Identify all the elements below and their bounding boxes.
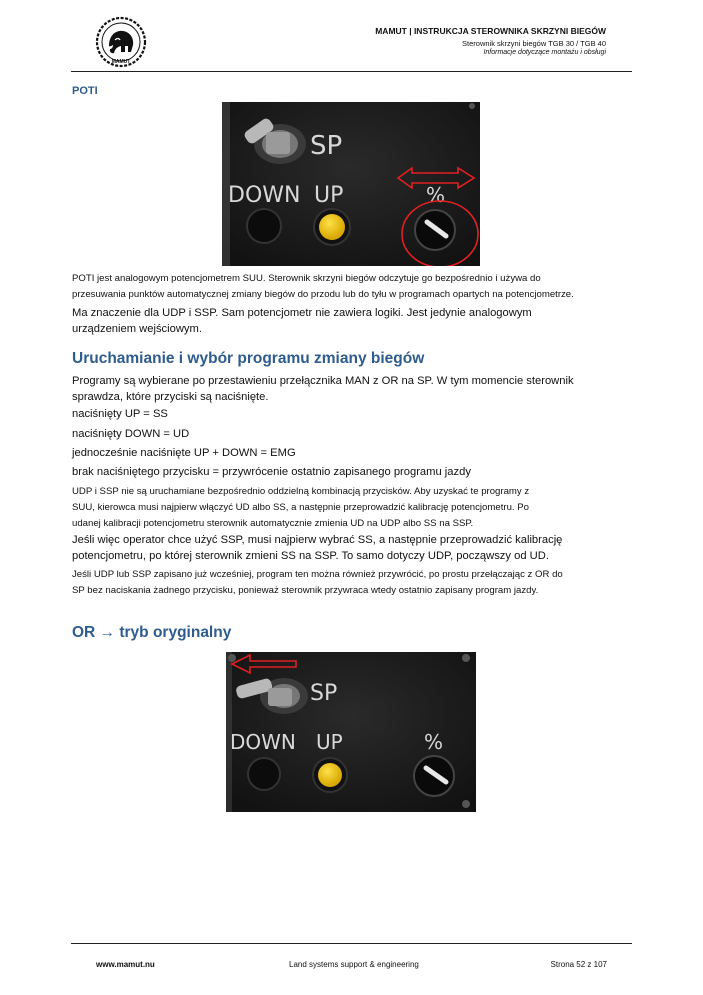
paragraph-line: Ma znaczenie dla UDP i SSP. Sam potencjometr nie zawiera logiki. Jest jedynie analogowym [72,307,532,319]
page-content [72,80,634,97]
page-footer [71,943,632,973]
poti-caption [72,271,637,303]
down-label: DOWN [230,730,296,754]
button-rule-down: naciśnięty DOWN = UD [72,428,190,440]
footer-tagline: Land systems support & engineering [289,960,419,969]
paragraph-line: Programy są wybierane po przestawieniu przełącznika MAN z OR na SP. W tym momencie sterownik [72,375,574,387]
sp-label: SP [310,131,343,161]
button-rule-none: brak naciśniętego przycisku = przywrócenie ostatnio zapisanego programu jazdy [72,466,471,478]
paragraph-line: udanej kalibracji potencjometru sterownik automatycznie zmienia UD na UDP albo SS na SSP. [72,518,474,529]
paragraph-line: sprawdza, które przyciski są naciśnięte. [72,391,269,403]
sp-label: SP [310,681,338,706]
caption-line: przesuwania punktów automatycznej zmiany biegów do przodu lub do tyłu w programach opartych na potencjometrze. [72,289,574,300]
control-panel-image-or [226,652,476,812]
caption-line: POTI jest analogowym potencjometrem SUU. Sterownik skrzyni biegów odczytuje go bezpośrednio i używa do [72,273,541,284]
percent-label: % [426,183,446,207]
paragraph-line: Jeśli UDP lub SSP zapisano już wcześniej, program ten można również przywrócić, po prostu przełączając z OR do [72,569,563,580]
control-panel-image-poti [222,102,480,266]
paragraph-line: potencjometru, po której sterownik zmieni SS na SSP. To samo dotyczy UDP, począwszy od UD. [72,550,549,562]
button-rule-up: naciśnięty UP = SS [72,408,168,420]
poti-paragraph [72,305,637,337]
start-norm-paragraph [72,532,637,564]
paragraph-line: UDP i SSP nie są uruchamiane bezpośrednio oddzielną kombinacją przycisków. Aby uzyskać te programy z [72,486,530,497]
start-intro [72,373,637,405]
document-subtitle-italic: Informacje dotyczące montażu i obsługi [483,49,606,56]
start-small-paragraph [72,484,637,532]
section-heading-or: OR → tryb oryginalny [72,624,232,641]
document-subtitle: Sterownik skrzyni biegów TGB 30 / TGB 40 [462,39,606,48]
up-button [318,763,342,787]
start-small-paragraph-2 [72,567,637,599]
button-rule-both: jednocześnie naciśnięte UP + DOWN = EMG [72,447,296,459]
up-label: UP [316,730,343,754]
percent-label: % [424,730,444,754]
paragraph-line: SUU, kierowca musi najpierw włączyć UD albo SS, a następnie przeprowadzić kalibrację potencjometru. Po [72,502,529,513]
footer-website: www.mamut.nu [96,960,155,969]
section-heading-start: Uruchamianie i wybór programu zmiany biegów [72,350,425,367]
section-heading-poti: POTI [72,85,98,97]
down-button [247,209,281,243]
up-button [319,214,345,240]
up-label: UP [314,183,344,208]
paragraph-line: SP bez naciskania żadnego przycisku, ponieważ sterownik przywraca wtedy ostatnio zapisany program jazdy. [72,585,539,596]
page-header [71,14,632,72]
paragraph-line: urządzeniem wejściowym. [72,323,202,335]
poti-photo [222,102,480,266]
paragraph-line: Jeśli więc operator chce użyć SSP, musi najpierw wybrać SS, a następnie przeprowadzić kalibrację [72,534,563,546]
logo-text: MAMUT [111,59,131,65]
down-button [248,758,280,790]
down-label: DOWN [228,183,301,208]
mamut-logo-icon [95,16,147,68]
document-title: MAMUT | INSTRUKCJA STEROWNIKA SKRZYNI BIEGÓW [375,26,606,36]
or-photo [226,652,476,812]
page-number: Strona 52 z 107 [550,960,607,969]
